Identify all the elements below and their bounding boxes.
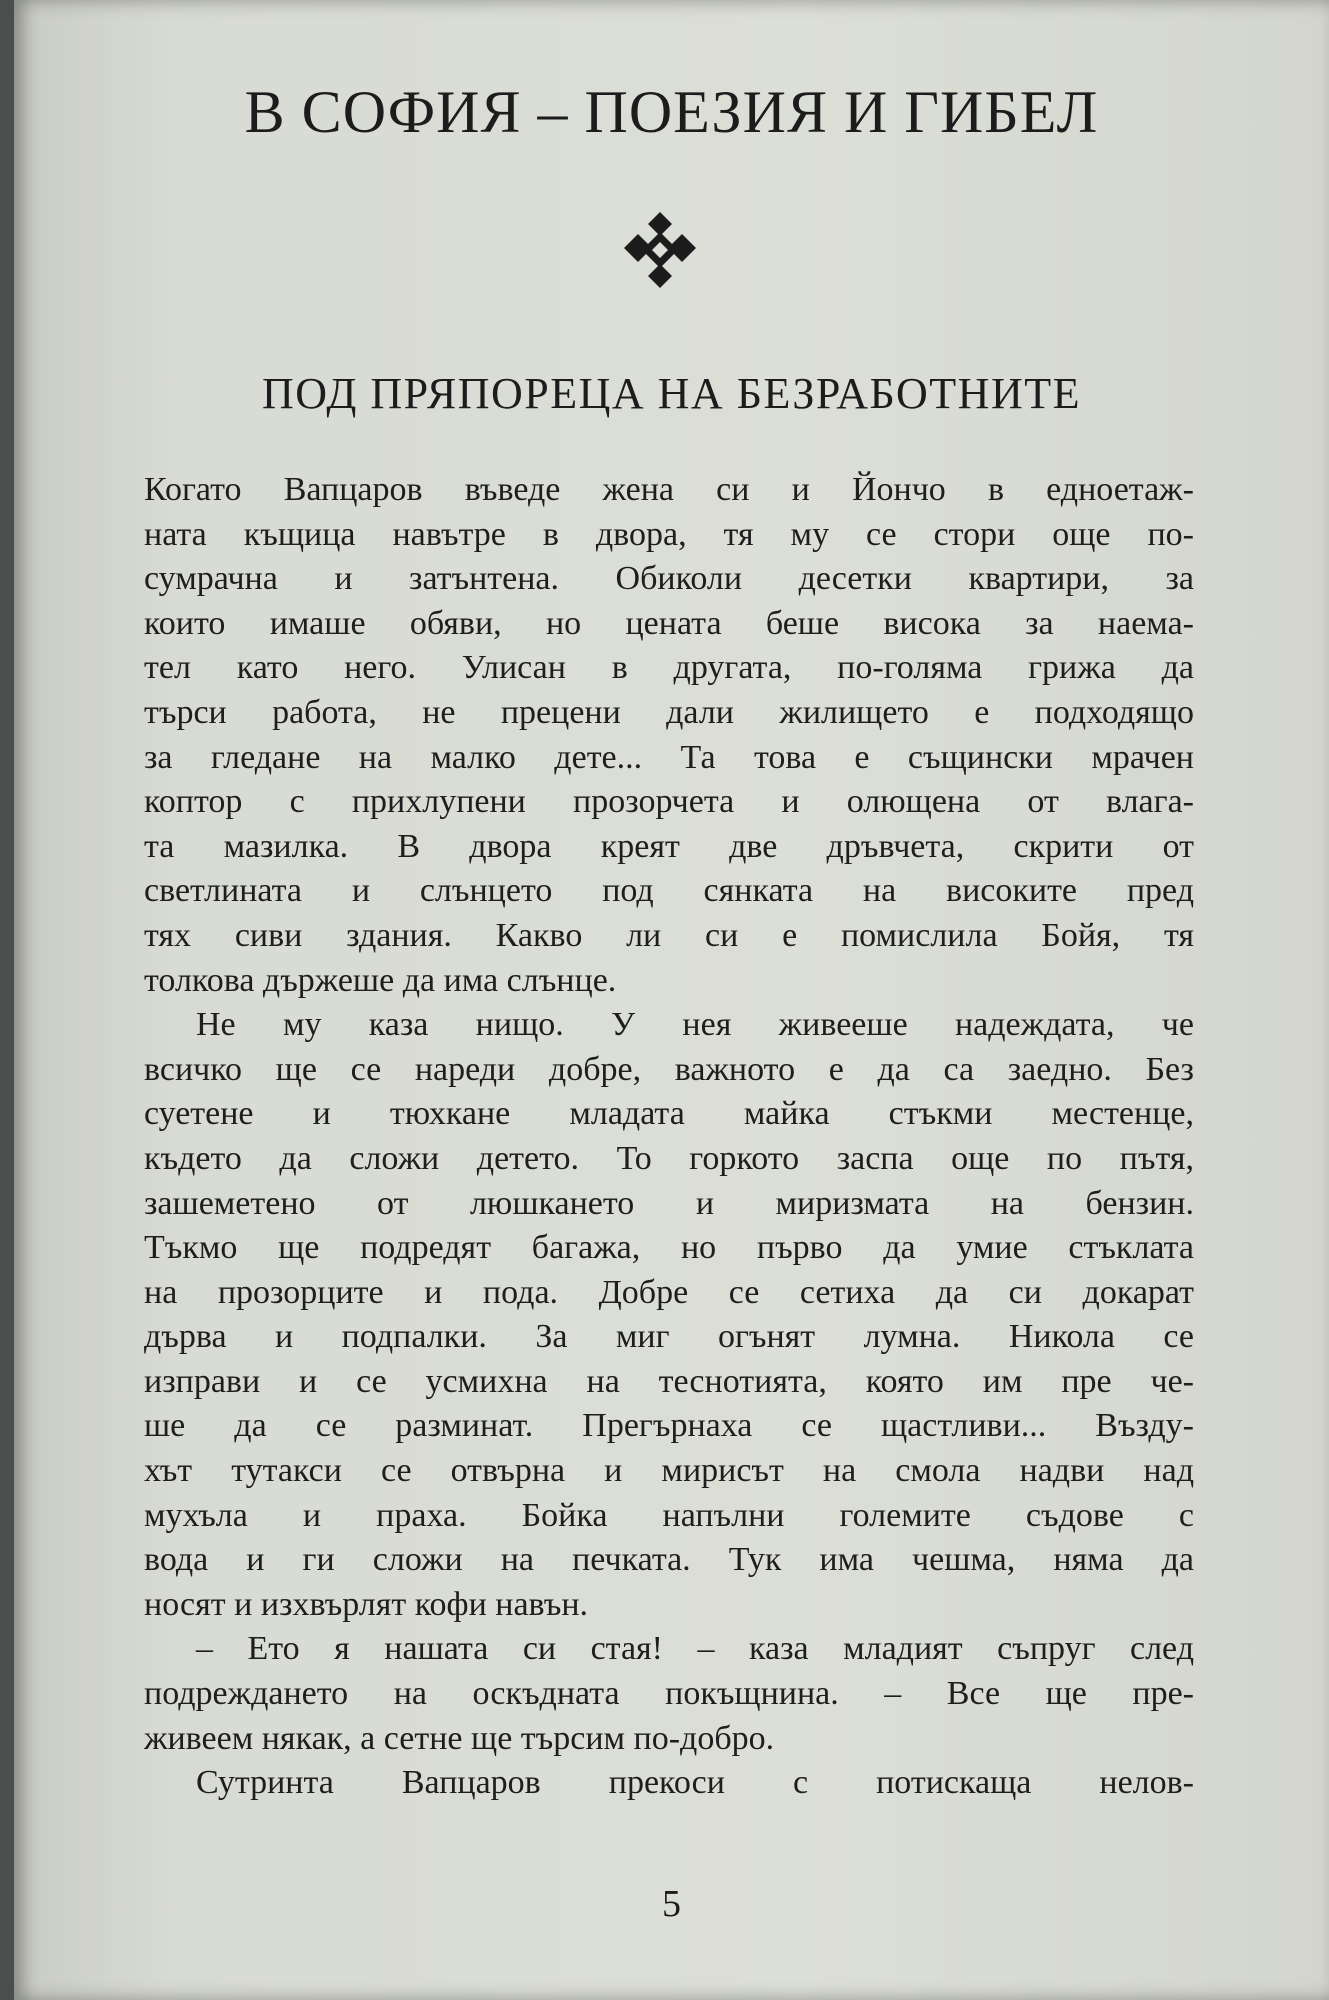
text-line: живеем някак, а сетне ще търсим по-добро. — [144, 1719, 775, 1757]
chapter-title: В СОФИЯ – ПОЕЗИЯ И ГИБЕЛ — [244, 79, 1099, 145]
text-line: търси работа, не прецени дали жилището е подходящо — [144, 693, 1194, 731]
text-line: – Ето я нашата си стая! – каза младият съпруг след — [196, 1630, 1194, 1668]
text-line: Не му каза нищо. У нея живееше надеждата, че — [196, 1006, 1194, 1044]
text-line: сумрачна и затънтена. Обиколи десетки квартири, за — [144, 560, 1194, 598]
text-line: ната къщица навътре в двора, тя му се стори още по- — [144, 515, 1194, 553]
text-line: носят и изхвърлят кофи навън. — [144, 1585, 589, 1623]
text-line: ше да се разминат. Прегърнаха се щастливи... Възду- — [144, 1407, 1194, 1445]
text-line: толкова държеше да има слънце. — [144, 961, 617, 999]
text-line: за гледане на малко дете... Та това е същински мрачен — [144, 738, 1194, 776]
text-line: подреждането на оскъдната покъщнина. – Все ще пре- — [144, 1675, 1194, 1713]
text-line: светлината и слънцето под сянката на високите пред — [144, 872, 1194, 910]
text-line: Тъкмо ще подредят багажа, но първо да умие стъклата — [144, 1229, 1194, 1267]
text-line: мухъла и праха. Бойка напълни големите съдове с — [144, 1496, 1194, 1534]
text-line: на прозорците и пода. Добре се сетиха да си докарат — [144, 1273, 1194, 1311]
section-title: ПОД ПРЯПОРЕЦА НА БЕЗРАБОТНИТЕ — [262, 369, 1081, 418]
text-line: вода и ги сложи на печката. Тук има чешма, няма да — [144, 1541, 1194, 1579]
text-line: зашеметено от люшкането и миризмата на бензин. — [144, 1184, 1194, 1222]
text-line: където да сложи детето. То горкото заспа още по пътя, — [144, 1139, 1194, 1177]
body-text — [144, 468, 1194, 1806]
text-line: та мазилка. В двора креят две дръвчета, скрити от — [144, 827, 1194, 865]
page-number: 5 — [662, 1883, 681, 1925]
text-line: всичко ще се нареди добре, важното е да са заедно. Без — [144, 1050, 1194, 1088]
text-line: суетене и тюхкане младата майка стъкми местенце, — [144, 1095, 1194, 1133]
diamond-cluster-ornament-icon — [622, 210, 698, 290]
book-page — [14, 0, 1329, 2000]
text-line: изправи и се усмихна на теснотията, която им пре че- — [144, 1362, 1194, 1400]
text-line: тях сиви здания. Какво ли си е помислила Бойя, тя — [144, 916, 1194, 954]
text-line: хът тутакси се отвърна и мирисът на смола надви над — [144, 1452, 1194, 1490]
text-line: тел като него. Улисан в другата, по-голяма грижа да — [144, 649, 1194, 687]
text-line: коптор с прихлупени прозорчета и олющена от влага- — [144, 783, 1194, 821]
text-line: които имаше обяви, но цената беше висока за наема- — [144, 604, 1194, 642]
text-line: Сутринта Вапцаров прекоси с потискаща нелов- — [196, 1764, 1194, 1802]
text-line: Когато Вапцаров въведе жена си и Йончо в едноетаж- — [144, 471, 1194, 508]
text-line: дърва и подпалки. За миг огънят лумна. Никола се — [144, 1318, 1194, 1356]
